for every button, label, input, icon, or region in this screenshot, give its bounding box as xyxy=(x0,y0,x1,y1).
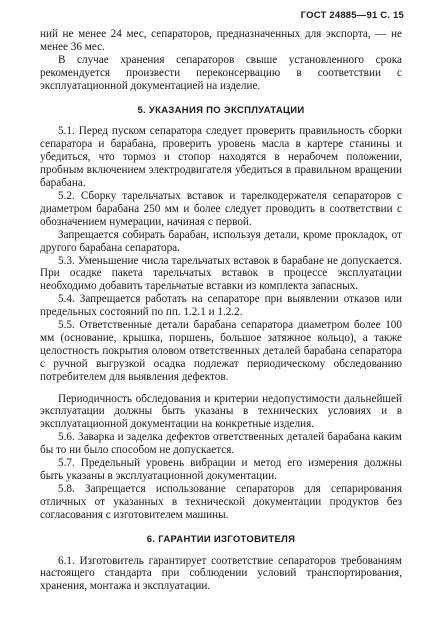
paragraph-5-2: 5.2. Сборку тарельчатых вставок и тарелкодержателя сепараторов с диаметром барабана 250 мм и более следует проводить в соответствии с обозначением нумерации, начиная с первой. xyxy=(40,189,402,228)
page-body xyxy=(40,28,402,593)
paragraph-5-8: 5.8. Запрещается использование сепараторов для сепарирования отличных от указанных в технической документации продуктов без согласования с изготовителем машины. xyxy=(40,482,402,521)
paragraph-5-4: 5.4. Запрещается работать на сепараторе при выявлении отказов или предельных состояний по пп. 1.2.1 и 1.2.2. xyxy=(40,293,402,319)
paragraph-5-6: 5.6. Заварка и заделка дефектов ответственных деталей барабана каким бы то ни было способом не допускается. xyxy=(40,431,402,457)
paragraph-5-7: 5.7. Предельный уровень вибрации и метод его измерения должны быть указаны в эксплуатационной документации. xyxy=(40,457,402,482)
page-header: ГОСТ 24885—91 С. 15 xyxy=(300,10,404,21)
paragraph-5-1: 5.1. Перед пуском сепаратора следует проверить правильность сборки сепаратора и барабана, проверить уровень масла в картере станины и убедиться, что тормоз и стопор находятся в нерабочем положении, пробным включением электродвигателя убедиться в правильном вращении барабана. xyxy=(40,125,402,190)
paragraph-5-3: 5.3. Уменьшение числа тарельчатых вставок в барабане не допускается. При осадке пакета тарельчатых вставок в процессе эксплуатации необходимо добавить тарельчатые вставки из комплекта запасных. xyxy=(40,254,402,293)
section-6-title: 6. ГАРАНТИИ ИЗГОТОВИТЕЛЯ xyxy=(146,533,296,545)
intro-storage-paragraph: В случае хранения сепараторов свыше установленного срока рекомендуется произвести переконсервацию в соответствии с эксплуатационной документацией на изделие. xyxy=(40,53,402,92)
paragraph-5-5: 5.5. Ответственные детали барабана сепаратора диаметром более 100 мм (основание, крышка, поршень, большое затяжное кольцо), а также целостность покрытия оловом ответственных деталей барабана сепаратора с ручной выгрузкой осадка подлежат периодическому обследованию потребителем для выявления дефектов. xyxy=(40,319,402,383)
paragraph-6-1: 6.1. Изготовитель гарантирует соответствие сепараторов требованиям настоящего стандарта при соблюдении условий транспортирования, хранения, монтажа и эксплуатации. xyxy=(40,554,402,593)
paragraph-5-2-note: Запрещается собирать барабан, используя детали, кроме прокладок, от другого барабана сепаратора. xyxy=(40,228,402,254)
intro-continuation: ний не менее 24 мес, сепараторов, предназначенных для экспорта, — не менее 36 мес. xyxy=(40,28,402,53)
section-5-title: 5. УКАЗАНИЯ ПО ЭКСПЛУАТАЦИИ xyxy=(137,104,305,116)
paragraph-5-5-note: Периодичность обследования и критерии недопустимости дальнейшей эксплуатации должны быть указаны в технических условиях и в эксплуатационной документации на конкретные изделия. xyxy=(40,392,402,431)
